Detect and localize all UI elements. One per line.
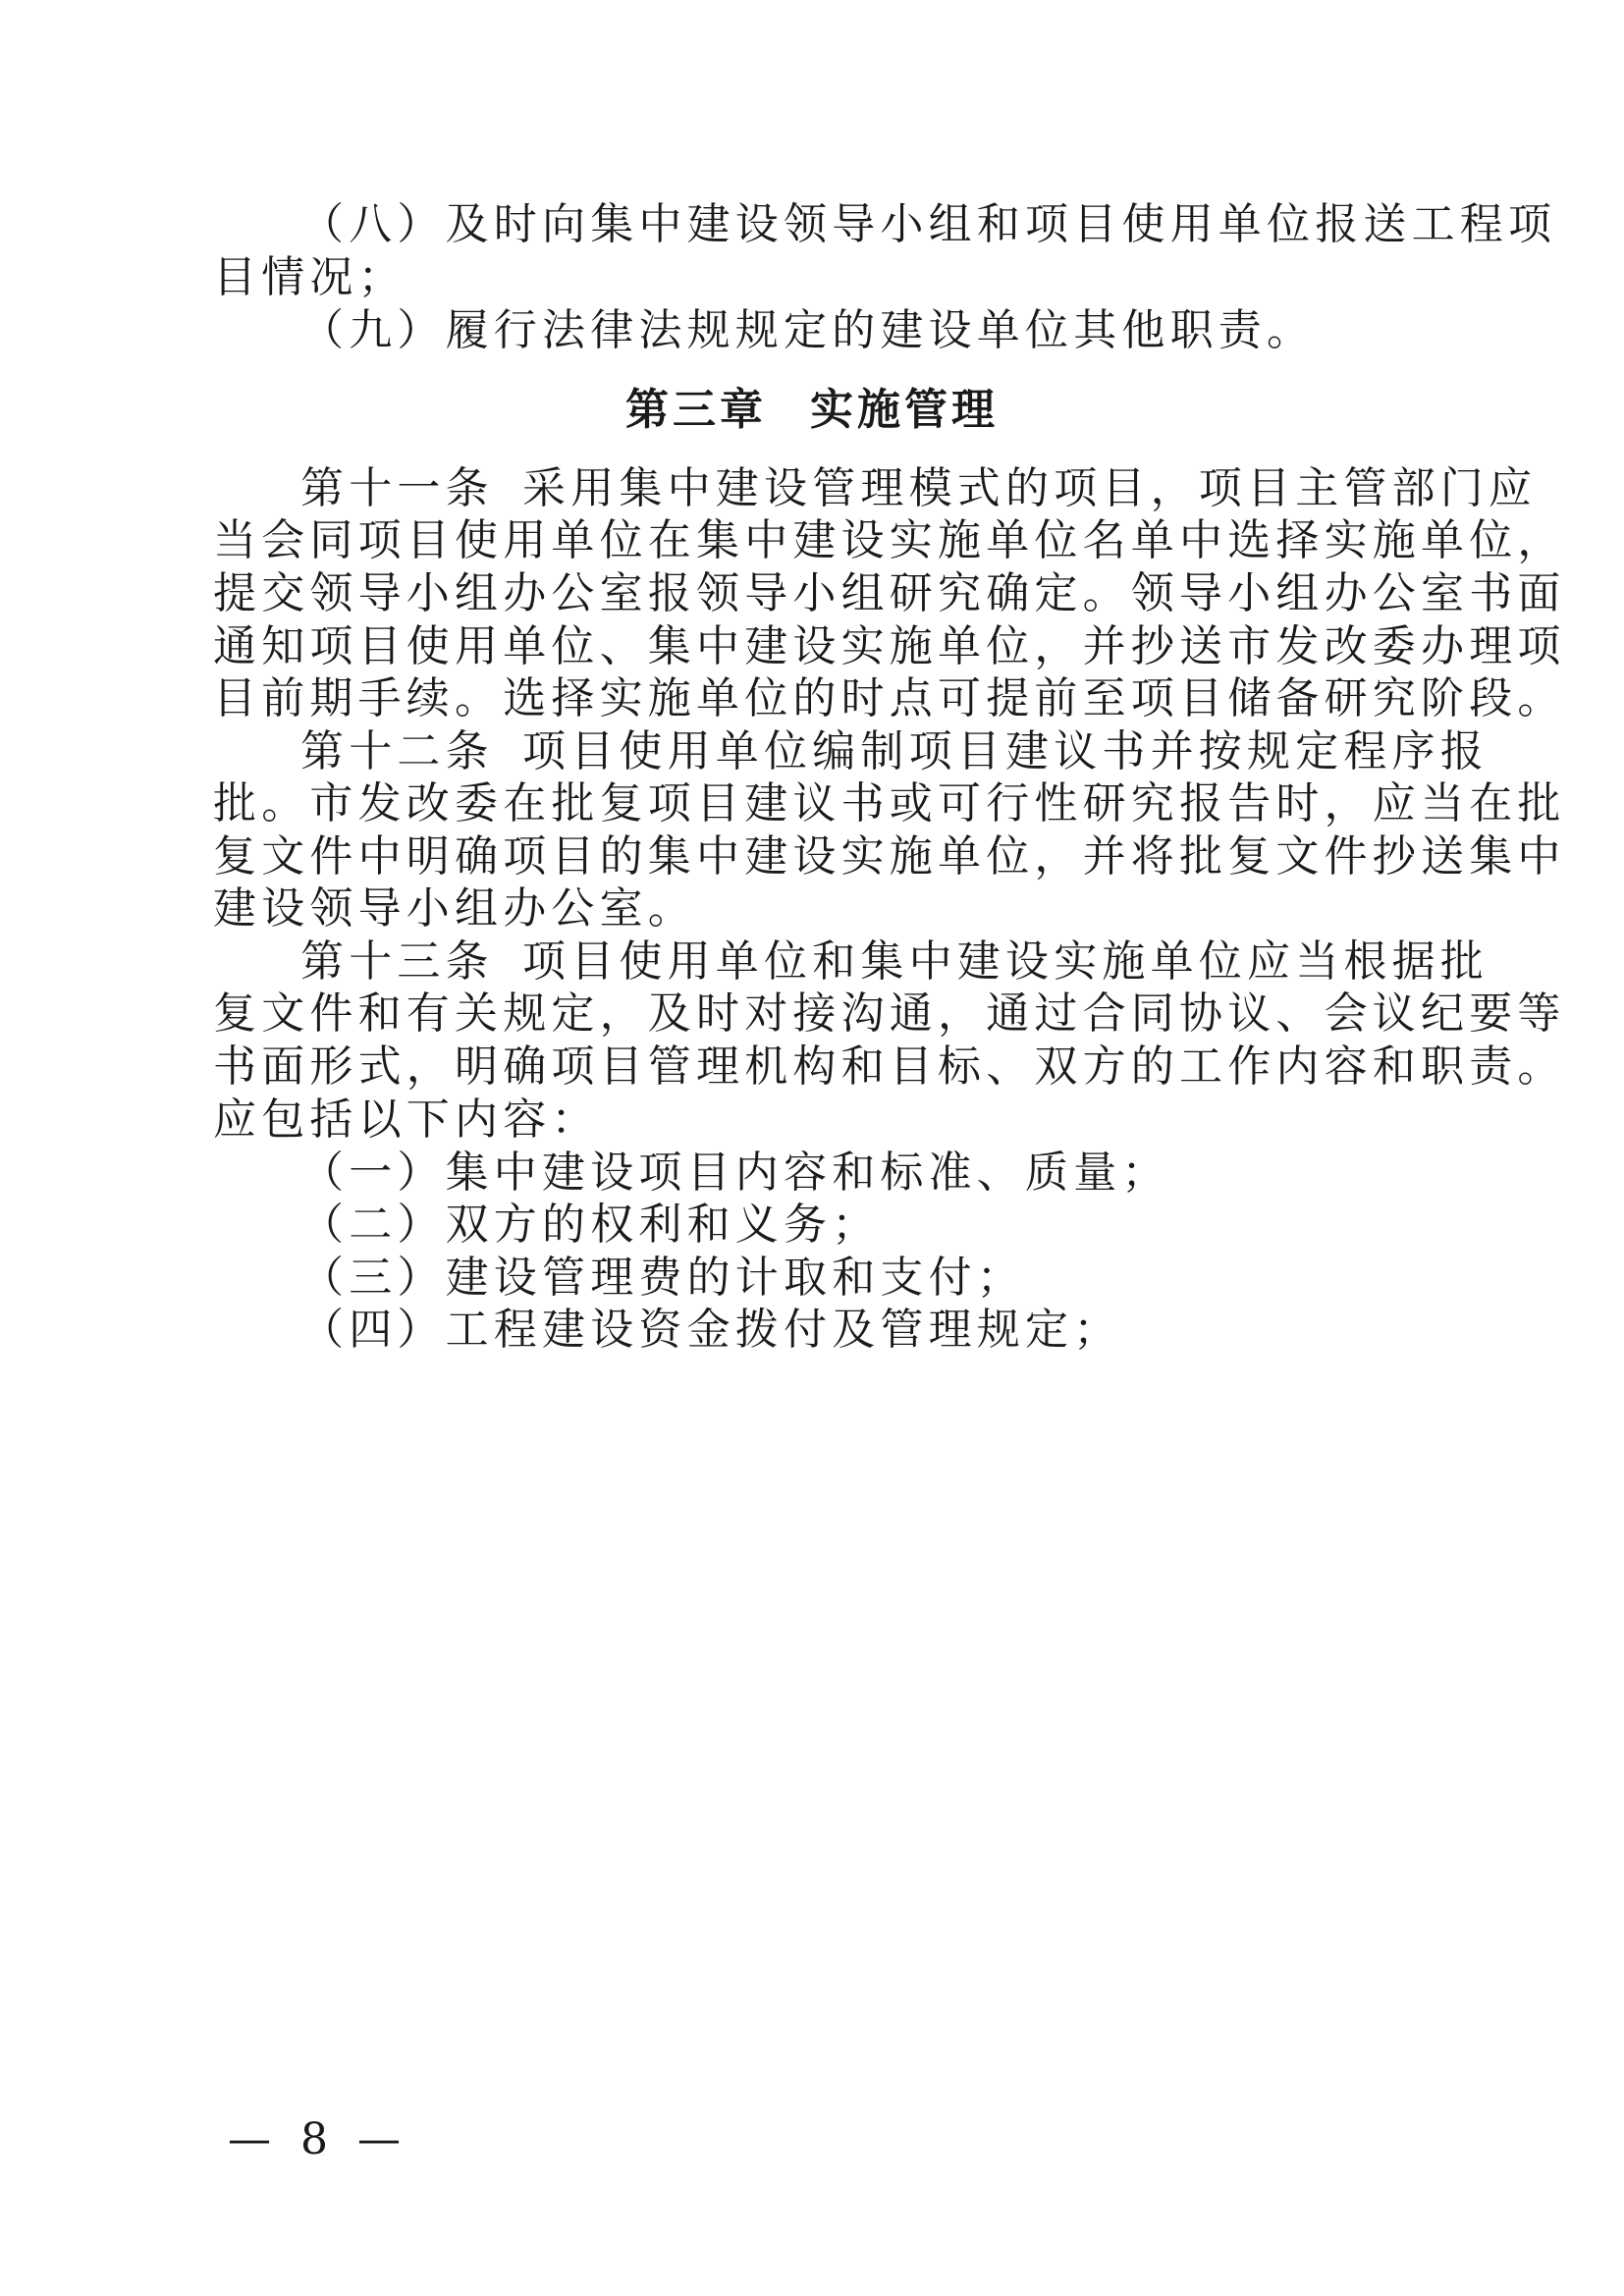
article-13-label: 第十三条: [300, 936, 494, 987]
article-13-text-line-4: 应包括以下内容：: [213, 1095, 600, 1145]
chapter-heading: [0, 381, 1624, 440]
article-13-text-line-3: 书面形式，明确项目管理机构和目标、双方的工作内容和职责。: [213, 1041, 1566, 1092]
article-11-first-line: [300, 459, 1537, 518]
chapter-number: 第三章: [625, 385, 767, 435]
article-11-label: 第十一条: [300, 463, 494, 513]
chapter-title: 实施管理: [810, 385, 999, 435]
article-12-text-line-2: 批。市发改委在批复项目建议书或可行性研究报告时，应当在批: [213, 778, 1566, 828]
article-12-label: 第十二条: [300, 726, 494, 776]
item-2: （二）双方的权利和义务；: [300, 1200, 881, 1250]
item-4: （四）工程建设资金拨付及管理规定；: [300, 1305, 1122, 1355]
article-11-text-line-4: 通知项目使用单位、集中建设实施单位，并抄送市发改委办理项: [213, 621, 1566, 671]
item-8-line-1: （八）及时向集中建设领导小组和项目使用单位报送工程项: [300, 199, 1557, 249]
page-number: — 8 —: [228, 2114, 408, 2164]
article-13-text-line-1: 项目使用单位和集中建设实施单位应当根据批: [522, 936, 1489, 987]
item-8-line-2: 目情况；: [213, 252, 406, 302]
item-1: （一）集中建设项目内容和标准、质量；: [300, 1148, 1170, 1198]
item-3: （三）建设管理费的计取和支付；: [300, 1253, 1025, 1303]
article-12-text-line-3: 复文件中明确项目的集中建设实施单位，并将批复文件抄送集中: [213, 831, 1566, 881]
article-12-text-line-4: 建设领导小组办公室。: [213, 883, 696, 934]
article-12-text-line-1: 项目使用单位编制项目建议书并按规定程序报: [522, 726, 1489, 776]
article-12-first-line: [300, 722, 1489, 781]
article-13-text-line-2: 复文件和有关规定，及时对接沟通，通过合同协议、会议纪要等: [213, 988, 1566, 1039]
item-9: （九）履行法律法规规定的建设单位其他职责。: [300, 305, 1316, 355]
article-13-first-line: [300, 933, 1489, 991]
article-11-text-line-2: 当会同项目使用单位在集中建设实施单位名单中选择实施单位，: [213, 515, 1566, 565]
article-11-text-line-5: 目前期手续。选择实施单位的时点可提前至项目储备研究阶段。: [213, 673, 1566, 723]
article-11-text-line-1: 采用集中建设管理模式的项目，项目主管部门应: [522, 463, 1538, 513]
article-11-text-line-3: 提交领导小组办公室报领导小组研究确定。领导小组办公室书面: [213, 568, 1566, 618]
